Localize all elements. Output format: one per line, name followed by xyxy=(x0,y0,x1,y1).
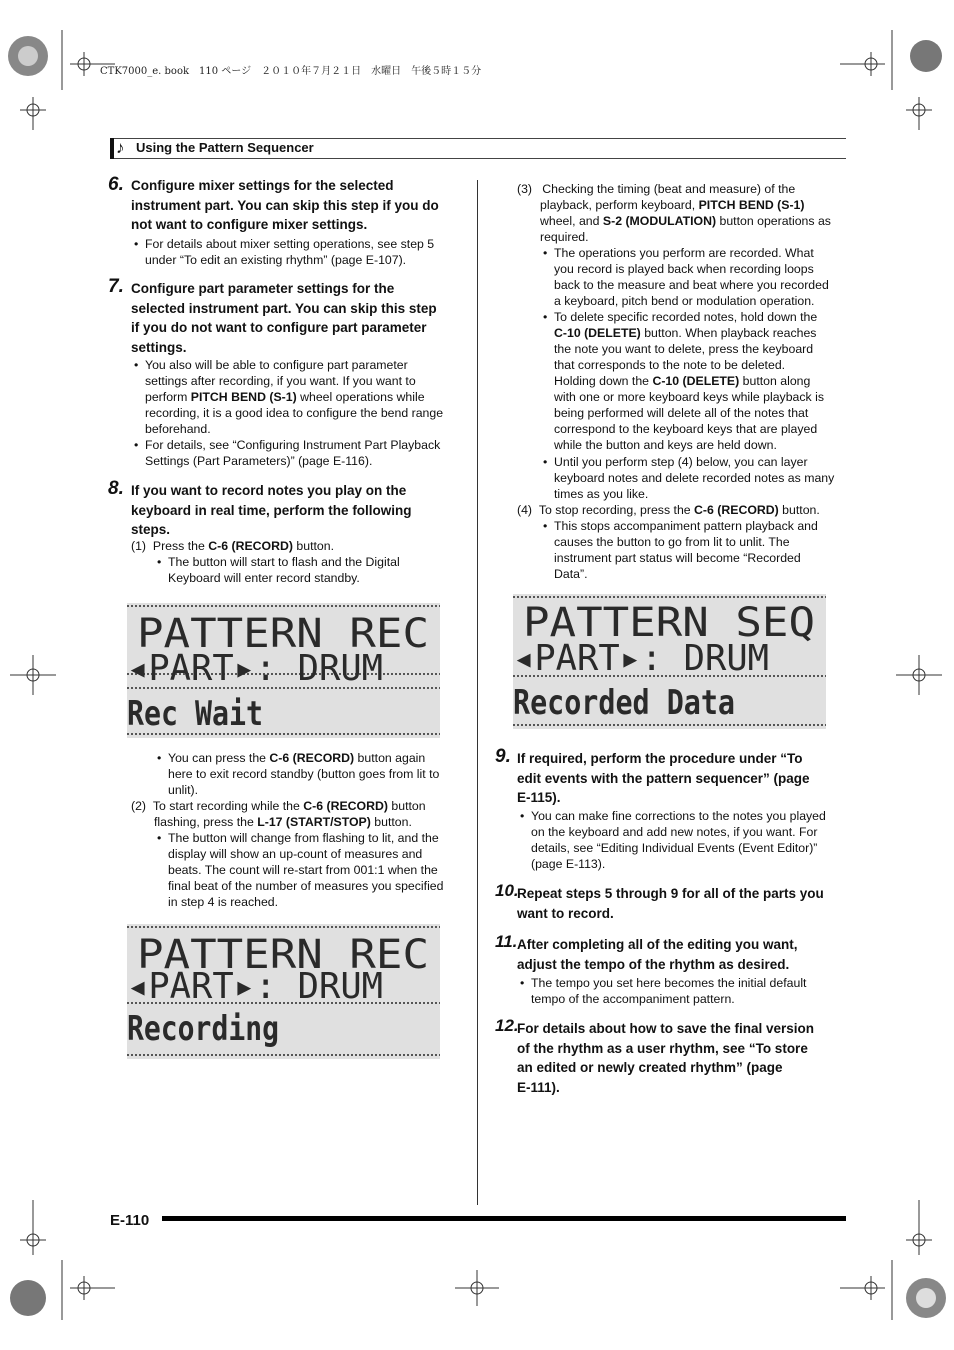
book-info-header: CTK7000_e. book 110 ページ ２０１０年７月２１日 水曜日 午後５時１５分 xyxy=(100,66,482,77)
text-line: Configure mixer settings for the selected xyxy=(131,178,394,193)
button-ref: PITCH BEND (S-1) xyxy=(698,198,805,212)
button-ref: C-10 (DELETE) xyxy=(554,326,641,340)
text-line: For details about how to save the final version xyxy=(517,1021,815,1036)
button-ref: PITCH BEND (S-1) xyxy=(190,390,297,404)
text-line: E-111). xyxy=(517,1079,560,1095)
text-line: tempo of the accompaniment pattern. xyxy=(531,992,735,1006)
lcd-line-2: ◂PART▸: DRUM xyxy=(513,638,769,679)
text-line: beats. The count will re-start from 001:1 when the xyxy=(168,863,438,877)
text-line: The button will start to flash and the Digital xyxy=(168,555,400,569)
text-span: button. When playback reaches xyxy=(640,326,817,340)
text-line: If you want to record notes you play on the xyxy=(131,483,407,498)
button-ref: C-6 (RECORD) xyxy=(269,751,355,765)
lcd-line-3: Rec Wait xyxy=(127,694,263,734)
text-line: if you do not want to configure part parameter xyxy=(131,320,427,335)
text-line xyxy=(554,373,824,389)
text-line: (page E-113). xyxy=(531,857,606,871)
text-line: here to exit record standby (button goes from lit to xyxy=(168,767,440,781)
text-line: times as you like. xyxy=(554,487,649,501)
text-line: correspond to the keyboard keys that are played xyxy=(554,422,818,436)
substep-label: (3) xyxy=(517,182,533,196)
text-line: an edited or newly created rhythm” (page xyxy=(517,1060,783,1075)
page-number: E-110 xyxy=(110,1212,150,1229)
column-divider xyxy=(477,180,478,1205)
text-line: keyboard notes and delete recorded notes as many xyxy=(554,471,835,485)
text-line: instrument part. You can skip this step if you do xyxy=(131,197,439,213)
lcd-line-3: Recorded Data xyxy=(513,683,735,723)
text-line: settings. xyxy=(131,339,187,355)
text-span: Holding down the xyxy=(554,374,653,388)
text-line xyxy=(517,181,831,197)
text-line: E-115). xyxy=(517,790,561,805)
section-bar-marker xyxy=(110,138,114,159)
text-line: while the button and keys are held down. xyxy=(554,438,777,452)
step-10-title xyxy=(517,884,824,923)
button-ref: S-2 (MODULATION) xyxy=(602,214,717,228)
text-line: Keyboard will enter record standby. xyxy=(168,571,360,585)
text-line: keyboard in real time, perform the following xyxy=(131,502,412,518)
text-span: button xyxy=(387,799,426,813)
substep-1 xyxy=(131,538,334,554)
text-line: Settings (Part Parameters)” (page E-116). xyxy=(145,454,373,468)
substep-2 xyxy=(131,798,426,830)
text-line: beforehand. xyxy=(145,422,211,436)
text-line xyxy=(131,798,426,814)
step-number: 11. xyxy=(495,932,518,951)
lcd-line-3: Recording xyxy=(127,1009,279,1049)
step-7-title xyxy=(131,279,437,357)
text-line: settings after recording, if you want. If you want to xyxy=(145,374,416,388)
section-header-bar xyxy=(110,138,846,158)
text-span: To start recording while the xyxy=(152,799,304,813)
footer-rule xyxy=(162,1216,846,1221)
text-line: This stops accompaniment pattern playback and xyxy=(554,519,818,533)
text-line: instrument part status will become “Recorded xyxy=(554,551,801,565)
text-line: steps. xyxy=(131,522,171,537)
button-ref: C-10 (DELETE) xyxy=(652,374,740,388)
lcd-line-1: PATTERN REC xyxy=(137,611,429,657)
text-line xyxy=(517,213,831,229)
text-line: you record is played back when recording loops xyxy=(554,262,814,276)
text-line: Configure part parameter settings for the xyxy=(131,281,395,296)
step-number: 9. xyxy=(495,746,511,767)
text-line: causes the button to go from lit to unlit. The xyxy=(554,535,790,549)
button-ref: C-6 (RECORD) xyxy=(208,539,293,553)
button-ref: C-6 (RECORD) xyxy=(303,799,388,813)
text-line: display will show an up-count of measures and xyxy=(168,847,423,861)
text-span: button along xyxy=(739,374,811,388)
text-line: back to the measure and beat where you recorded xyxy=(554,278,829,292)
text-span: perform xyxy=(145,390,191,404)
text-line: being performed will delete all of the notes that xyxy=(554,406,809,420)
text-line: To delete specific recorded notes, hold down the xyxy=(554,310,818,324)
button-ref: L-17 (START/STOP) xyxy=(257,815,371,829)
lcd-display-recorded-data xyxy=(513,594,826,729)
text-line: of the rhythm as a user rhythm, see “To store xyxy=(517,1040,808,1056)
step-number: 12. xyxy=(495,1016,519,1035)
substep-label: (4) xyxy=(517,503,533,517)
text-span: Press the xyxy=(152,539,209,553)
text-line: want to record. xyxy=(517,905,614,921)
text-line: on the keyboard and add new notes, if you want. For xyxy=(531,825,818,839)
text-span: button. xyxy=(292,539,334,553)
text-line: the note you want to delete, press the keyboard xyxy=(554,342,814,356)
text-span: wheel operations while xyxy=(296,390,425,404)
step-11-title xyxy=(517,935,798,974)
text-span: playback, perform keyboard, xyxy=(540,198,699,212)
text-line: You can make fine corrections to the notes you played xyxy=(531,809,826,823)
text-span: button. xyxy=(778,503,820,517)
text-line: final beat of the number of measures you specified xyxy=(168,879,444,893)
text-span: Checking the timing (beat and measure) of the xyxy=(542,182,796,196)
substep-label: (2) xyxy=(131,799,147,813)
text-line: selected instrument part. You can skip this step xyxy=(131,300,437,316)
text-span: wheel, and xyxy=(540,214,603,228)
step-number: 10. xyxy=(495,881,519,900)
text-line: The button will change from flashing to lit, and the xyxy=(168,831,439,845)
text-line xyxy=(517,197,831,213)
text-span: button. xyxy=(370,815,412,829)
text-span: button operations as xyxy=(716,214,831,228)
text-line xyxy=(145,389,443,405)
lcd-line-1: PATTERN SEQ xyxy=(523,600,815,646)
lcd-display-rec-wait xyxy=(127,603,440,738)
text-line: unlit). xyxy=(168,783,199,797)
text-line: not want to configure mixer settings. xyxy=(131,217,368,232)
step-12-title xyxy=(517,1019,814,1097)
text-line: The operations you perform are recorded. What xyxy=(554,246,814,260)
step-number: 7. xyxy=(108,276,124,297)
text-line: with one or more keyboard keys while playback is xyxy=(554,390,824,404)
substep-4 xyxy=(517,502,820,518)
text-line: a keyboard, pitch bend or modulation operation. xyxy=(554,294,815,308)
text-line: adjust the tempo of the rhythm as desired. xyxy=(517,956,790,972)
substep-label: (1) xyxy=(131,539,147,553)
text-line xyxy=(168,750,439,766)
step-6-title xyxy=(131,176,439,235)
text-line: Repeat steps 5 through 9 for all of the parts you xyxy=(517,886,824,901)
section-title: Using the Pattern Sequencer xyxy=(136,140,314,155)
text-line: If required, perform the procedure under “To xyxy=(517,751,803,766)
lcd-line-2: ◂PART▸: DRUM xyxy=(127,648,383,689)
text-span: button again xyxy=(354,751,426,765)
text-line: that corresponds to the note to be deleted. xyxy=(554,358,786,372)
text-line xyxy=(131,814,426,830)
text-line xyxy=(554,325,824,341)
text-span: To stop recording, press the xyxy=(538,503,695,517)
step-number: 8. xyxy=(108,478,124,499)
lcd-line-1: PATTERN REC xyxy=(137,932,429,978)
text-line: For details, see “Configuring Instrument Part Playback xyxy=(145,438,441,452)
text-line: Until you perform step (4) below, you can layer xyxy=(554,455,808,469)
text-line: in step 4 is reached. xyxy=(168,895,279,909)
text-line: details, see “Editing Individual Events (Event Editor)” xyxy=(531,841,818,855)
step-9-title xyxy=(517,749,810,808)
text-line: For details about mixer setting operations, see step 5 xyxy=(145,237,435,251)
step-8-title xyxy=(131,481,412,540)
text-span: You can press the xyxy=(168,751,270,765)
text-line: Data”. xyxy=(554,567,588,581)
text-line: edit events with the pattern sequencer” (page xyxy=(517,770,810,786)
step-number: 6. xyxy=(108,174,124,195)
text-line: The tempo you set here becomes the initial default xyxy=(531,976,807,990)
text-line: recording, it is a good idea to configure the bend range xyxy=(145,406,444,420)
text-line: required. xyxy=(540,230,589,244)
lcd-display-recording xyxy=(127,924,440,1059)
lcd-line-2: ◂PART▸: DRUM xyxy=(127,966,383,1007)
text-span: flashing, press the xyxy=(154,815,258,829)
text-line: You also will be able to configure part parameter xyxy=(145,358,408,372)
substep-3 xyxy=(517,181,831,245)
text-line: After completing all of the editing you want, xyxy=(517,937,798,952)
text-line: under “To edit an existing rhythm” (page E-107). xyxy=(145,253,407,267)
music-note-icon: ♪ xyxy=(116,138,125,157)
button-ref: C-6 (RECORD) xyxy=(694,503,779,517)
